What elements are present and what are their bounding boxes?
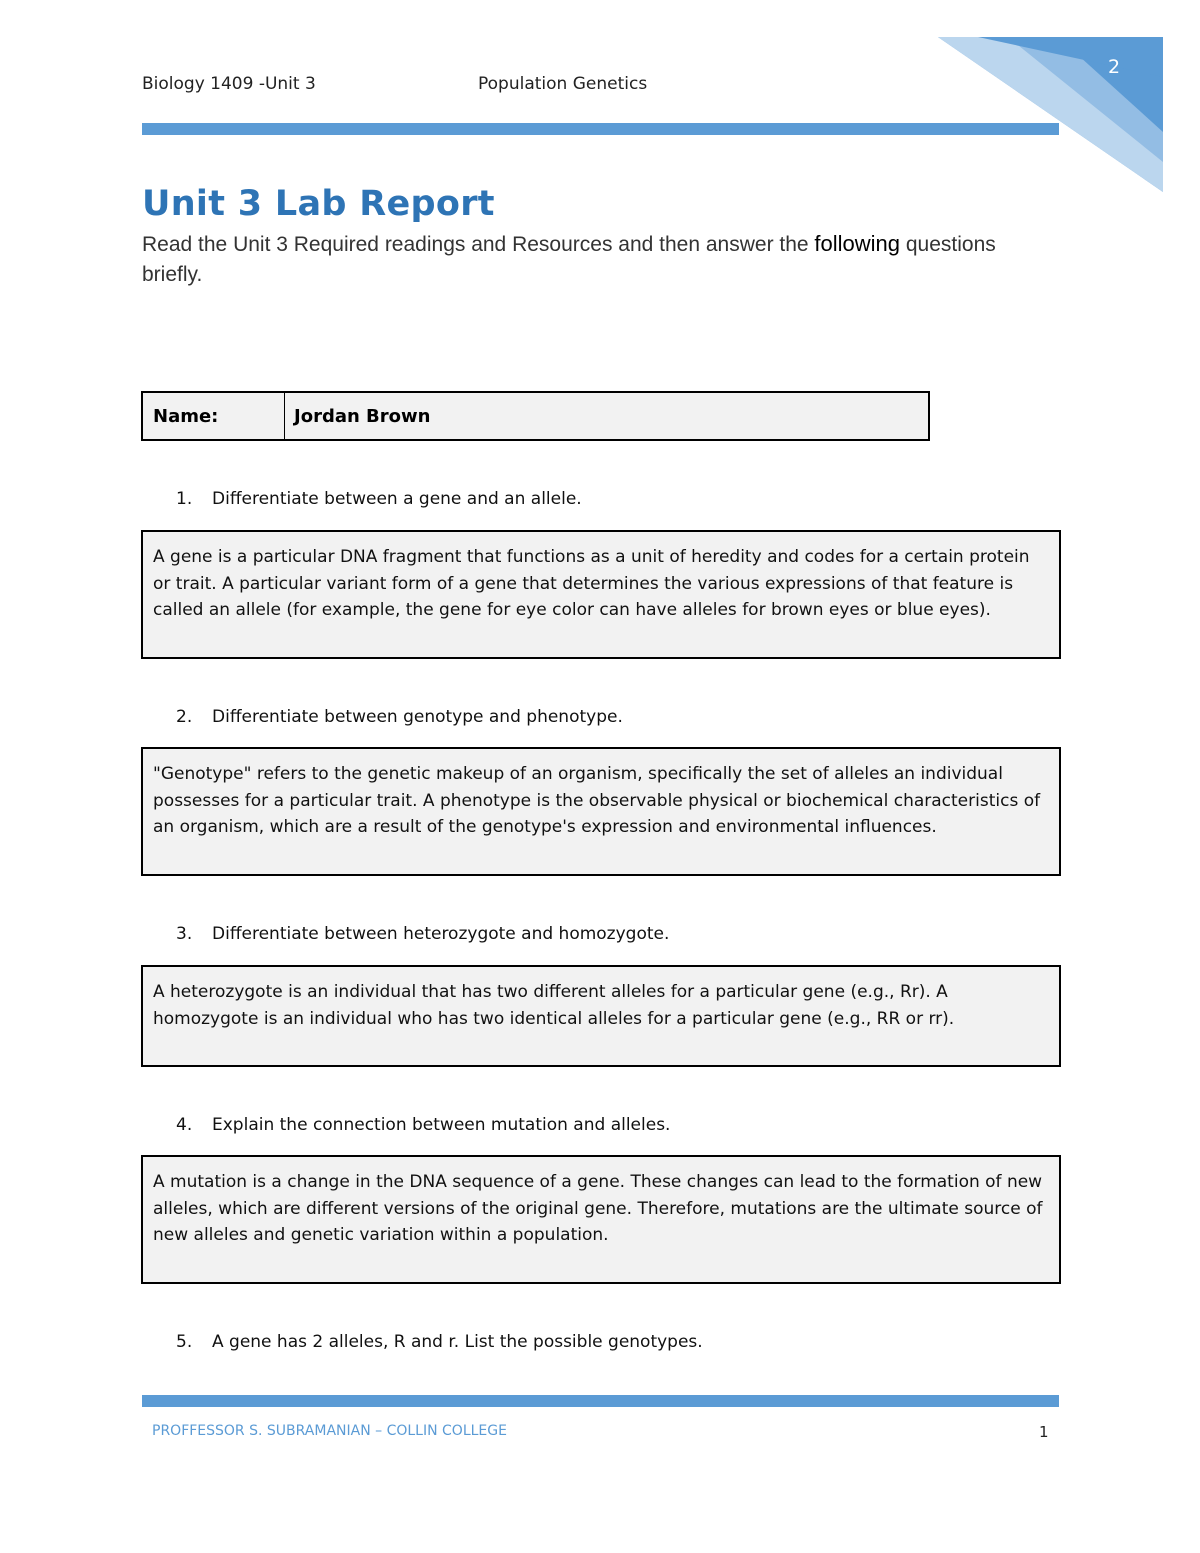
question-4 (176, 1115, 670, 1135)
question-prompt: Explain the connection between mutation and alleles. (212, 1115, 671, 1135)
question-number: 4. (176, 1115, 193, 1135)
intro-paragraph (142, 229, 1022, 290)
question-1 (176, 489, 582, 509)
footer-page-number: 1 (1039, 1423, 1049, 1441)
footer-text: PROFFESSOR S. SUBRAMANIAN – COLLIN COLLEGE (152, 1423, 507, 1439)
question-prompt: A gene has 2 alleles, R and r. List the possible genotypes. (212, 1332, 703, 1352)
question-number: 3. (176, 924, 193, 944)
footer-divider (142, 1395, 1059, 1407)
question-prompt: Differentiate between heterozygote and homozygote. (212, 924, 670, 944)
answer-box-1[interactable]: A gene is a particular DNA fragment that functions as a unit of heredity and codes for a certain protein or trait. A particular variant form of a gene that determines the various expressions of that feature is called an allele (for example, the gene for eye color can have alleles for brown eyes or blue eyes). (141, 530, 1061, 659)
answer-box-4[interactable]: A mutation is a change in the DNA sequence of a gene. These changes can lead to the formation of new alleles, which are different versions of the original gene. Therefore, mutations are the ultimate source of new alleles and genetic variation within a population. (141, 1155, 1061, 1284)
question-number: 2. (176, 707, 193, 727)
name-value[interactable]: Jordan Brown (294, 405, 431, 427)
answer-box-3[interactable]: A heterozygote is an individual that has two different alleles for a particular gene (e.g., Rr). A homozygote is an individual who has two identical alleles for a particular gene (e.g., RR or rr). (141, 965, 1061, 1067)
intro-text-after: questions briefly. (142, 233, 996, 286)
question-prompt: Differentiate between genotype and phenotype. (212, 707, 623, 727)
name-table (141, 391, 930, 441)
question-number: 5. (176, 1332, 193, 1352)
intro-highlight: following (814, 231, 901, 256)
header-divider (142, 123, 1059, 135)
question-prompt: Differentiate between a gene and an allele. (212, 489, 582, 509)
page-title: Unit 3 Lab Report (142, 184, 495, 224)
header-course: Biology 1409 -Unit 3 (142, 74, 316, 94)
name-label: Name: (143, 393, 285, 439)
question-3 (176, 924, 669, 944)
question-5 (176, 1332, 703, 1352)
corner-decoration (938, 37, 1163, 192)
question-2 (176, 707, 623, 727)
header-topic: Population Genetics (478, 74, 648, 94)
corner-page-number: 2 (1108, 56, 1121, 78)
answer-box-2[interactable]: "Genotype" refers to the genetic makeup of an organism, specifically the set of alleles an individual possesses for a particular trait. A phenotype is the observable physical or biochemical characteristics of an organism, which are a result of the genotype's expression and environmental influences. (141, 747, 1061, 876)
intro-text-before: Read the Unit 3 Required readings and Resources and then answer the (142, 233, 815, 256)
question-number: 1. (176, 489, 193, 509)
